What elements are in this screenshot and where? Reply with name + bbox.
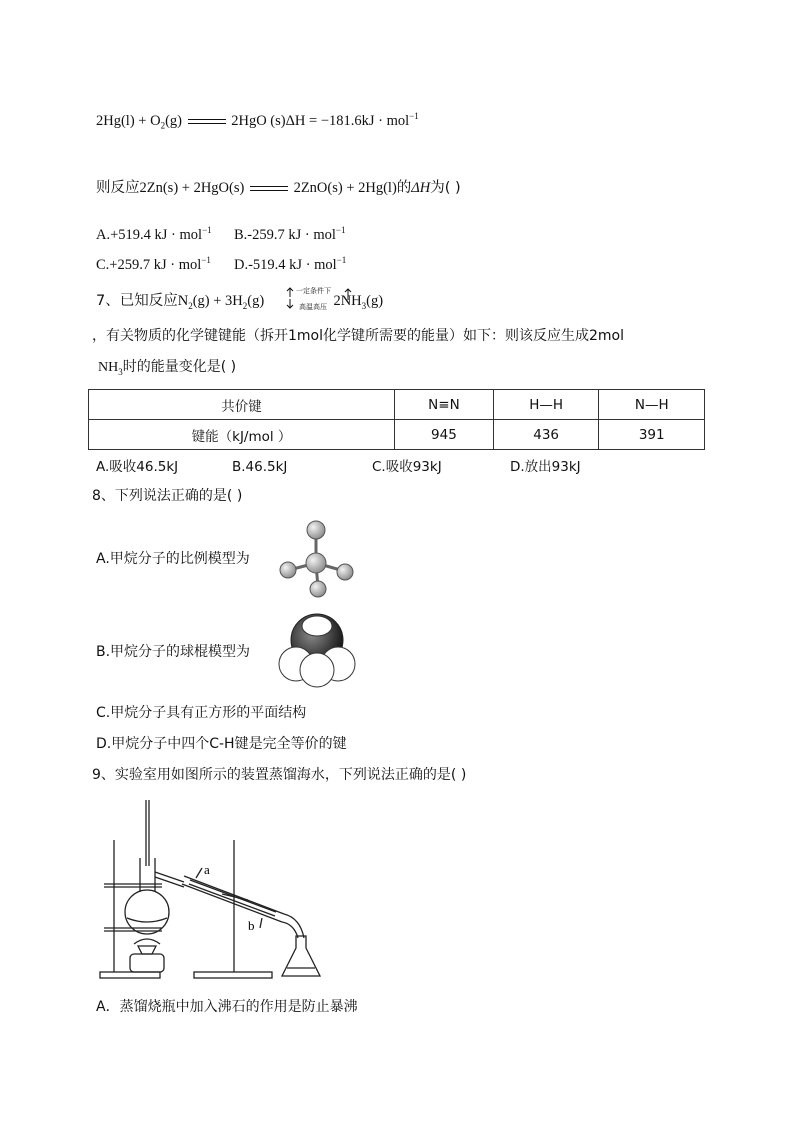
q7-option-a[interactable]: A.吸收46.5kJ [96,459,179,475]
q6-option-d[interactable] [234,257,346,273]
reaction1-o2-sub: 2 [160,120,166,131]
q8-option-a[interactable] [96,548,250,568]
q6-option-c-label: C.+259.7 kJ · mol [96,256,202,273]
q7-n: N [177,293,189,309]
q9-stem [92,764,466,784]
reaction1-unit-sup: −1 [409,111,419,121]
q6-prefix: 则反应 [96,180,140,196]
q7-line2-text: ，有关物质的化学键键能（拆开1mol化学键所需要的能量）如下：则该反应生成2mol [92,328,624,344]
q7-line-2 [92,325,624,345]
q6-option-c-sup: −1 [201,255,211,265]
q7-condition-bottom: 高温高压 [299,303,327,311]
q7-nh3-sub: 3 [361,300,367,311]
q6-suffix: 为( ) [430,180,461,196]
q7-h-sub: 2 [242,300,248,311]
q7-condition-top: 一定条件下 [296,287,331,295]
distillation-apparatus-icon [96,796,336,986]
q6-option-d-label: D.-519.4 kJ · mol [234,256,337,273]
q8-option-a-text: A.甲烷分子的比例模型为 [96,551,250,567]
q6-option-b[interactable] [234,227,345,243]
q7-prefix: 7、已知反应 [96,293,178,309]
reversible-arrow-icon [286,285,354,311]
table-row-label: 键能（kJ/mol ） [89,420,395,450]
methane-space-filling-icon [276,610,358,690]
q7-nh3-state: (g) [366,293,384,309]
q7-line3-sub: 3 [118,366,123,377]
q9-stem-text: 9、实验室用如图所示的装置蒸馏海水，下列说法正确的是( ) [92,767,467,783]
q7-options [96,455,581,475]
reaction1-rhs: 2HgO (s) [231,112,286,129]
q7-option-d[interactable]: D.放出93kJ [510,459,581,475]
q7-line-3 [98,356,236,377]
q6-option-a-sup: −1 [202,225,212,235]
q6-options-row-2 [96,255,346,274]
q8-option-d-text: D.甲烷分子中四个C-H键是完全等价的键 [96,736,347,752]
q6-eq-rhs: 2ZnO(s) + 2Hg(l) [293,180,397,196]
q7-state: (g) [247,293,265,309]
q6-option-c[interactable] [96,255,234,274]
q7-option-c[interactable]: C.吸收93kJ [372,459,442,475]
equals-bar [188,119,226,124]
q6-option-a-label: A.+519.4 kJ · mol [96,226,203,243]
q6-options-row-1 [96,225,345,244]
q7-h: (g) + 3H [192,293,243,309]
bond-energy-table [88,389,705,450]
table-header-cell: H—H [493,390,599,420]
q8-option-c-text: C.甲烷分子具有正方形的平面结构 [96,705,307,721]
q9-option-a-text: A．蒸馏烧瓶中加入沸石的作用是防止暴沸 [96,999,358,1015]
q6-stem [96,176,461,197]
q8-stem-text: 8、下列说法正确的是( ) [92,488,243,504]
q8-option-d[interactable] [96,733,347,753]
q9-option-a[interactable] [96,996,358,1016]
table-cell: 945 [395,420,494,450]
table-header-cell: 共价键 [89,390,395,420]
reaction1-enthalpy: ΔH = −181.6kJ · mol [285,112,410,129]
reaction1-state: (g) [165,112,182,129]
label-a: a [204,862,210,877]
q6-dh: ΔH [411,180,431,196]
equals-bar [250,186,288,191]
q6-option-b-sup: −1 [335,225,346,235]
table-row [89,420,705,450]
q6-option-b-label: B.-259.7 kJ · mol [234,226,336,243]
reaction1-lhs: 2Hg(l) + O [96,112,161,129]
methane-ball-stick-icon [276,518,360,600]
q6-option-d-sup: −1 [336,255,347,265]
q8-stem [92,485,242,505]
label-b: b [248,918,255,933]
q8-option-c[interactable] [96,702,306,722]
q7-line3-text: 时的能量变化是( ) [122,359,237,375]
q6-eq-lhs: 2Zn(s) + 2HgO(s) [139,180,245,196]
table-header-cell: N≡N [395,390,494,420]
table-row [89,390,705,420]
q7-n-sub: 2 [188,300,193,311]
q8-option-b[interactable] [96,641,250,661]
reaction-equation-1 [96,111,419,131]
q6-option-a[interactable] [96,225,234,244]
q8-option-b-text: B.甲烷分子的球棍模型为 [96,644,251,660]
q7-line3-nh: NH [98,360,119,375]
q7-nh3: 2NH [333,293,362,309]
table-header-cell: N—H [599,390,705,420]
q7-option-b[interactable]: B.46.5kJ [232,459,288,475]
table-cell: 436 [493,420,599,450]
q6-mid: 的 [396,180,412,196]
table-cell: 391 [599,420,705,450]
